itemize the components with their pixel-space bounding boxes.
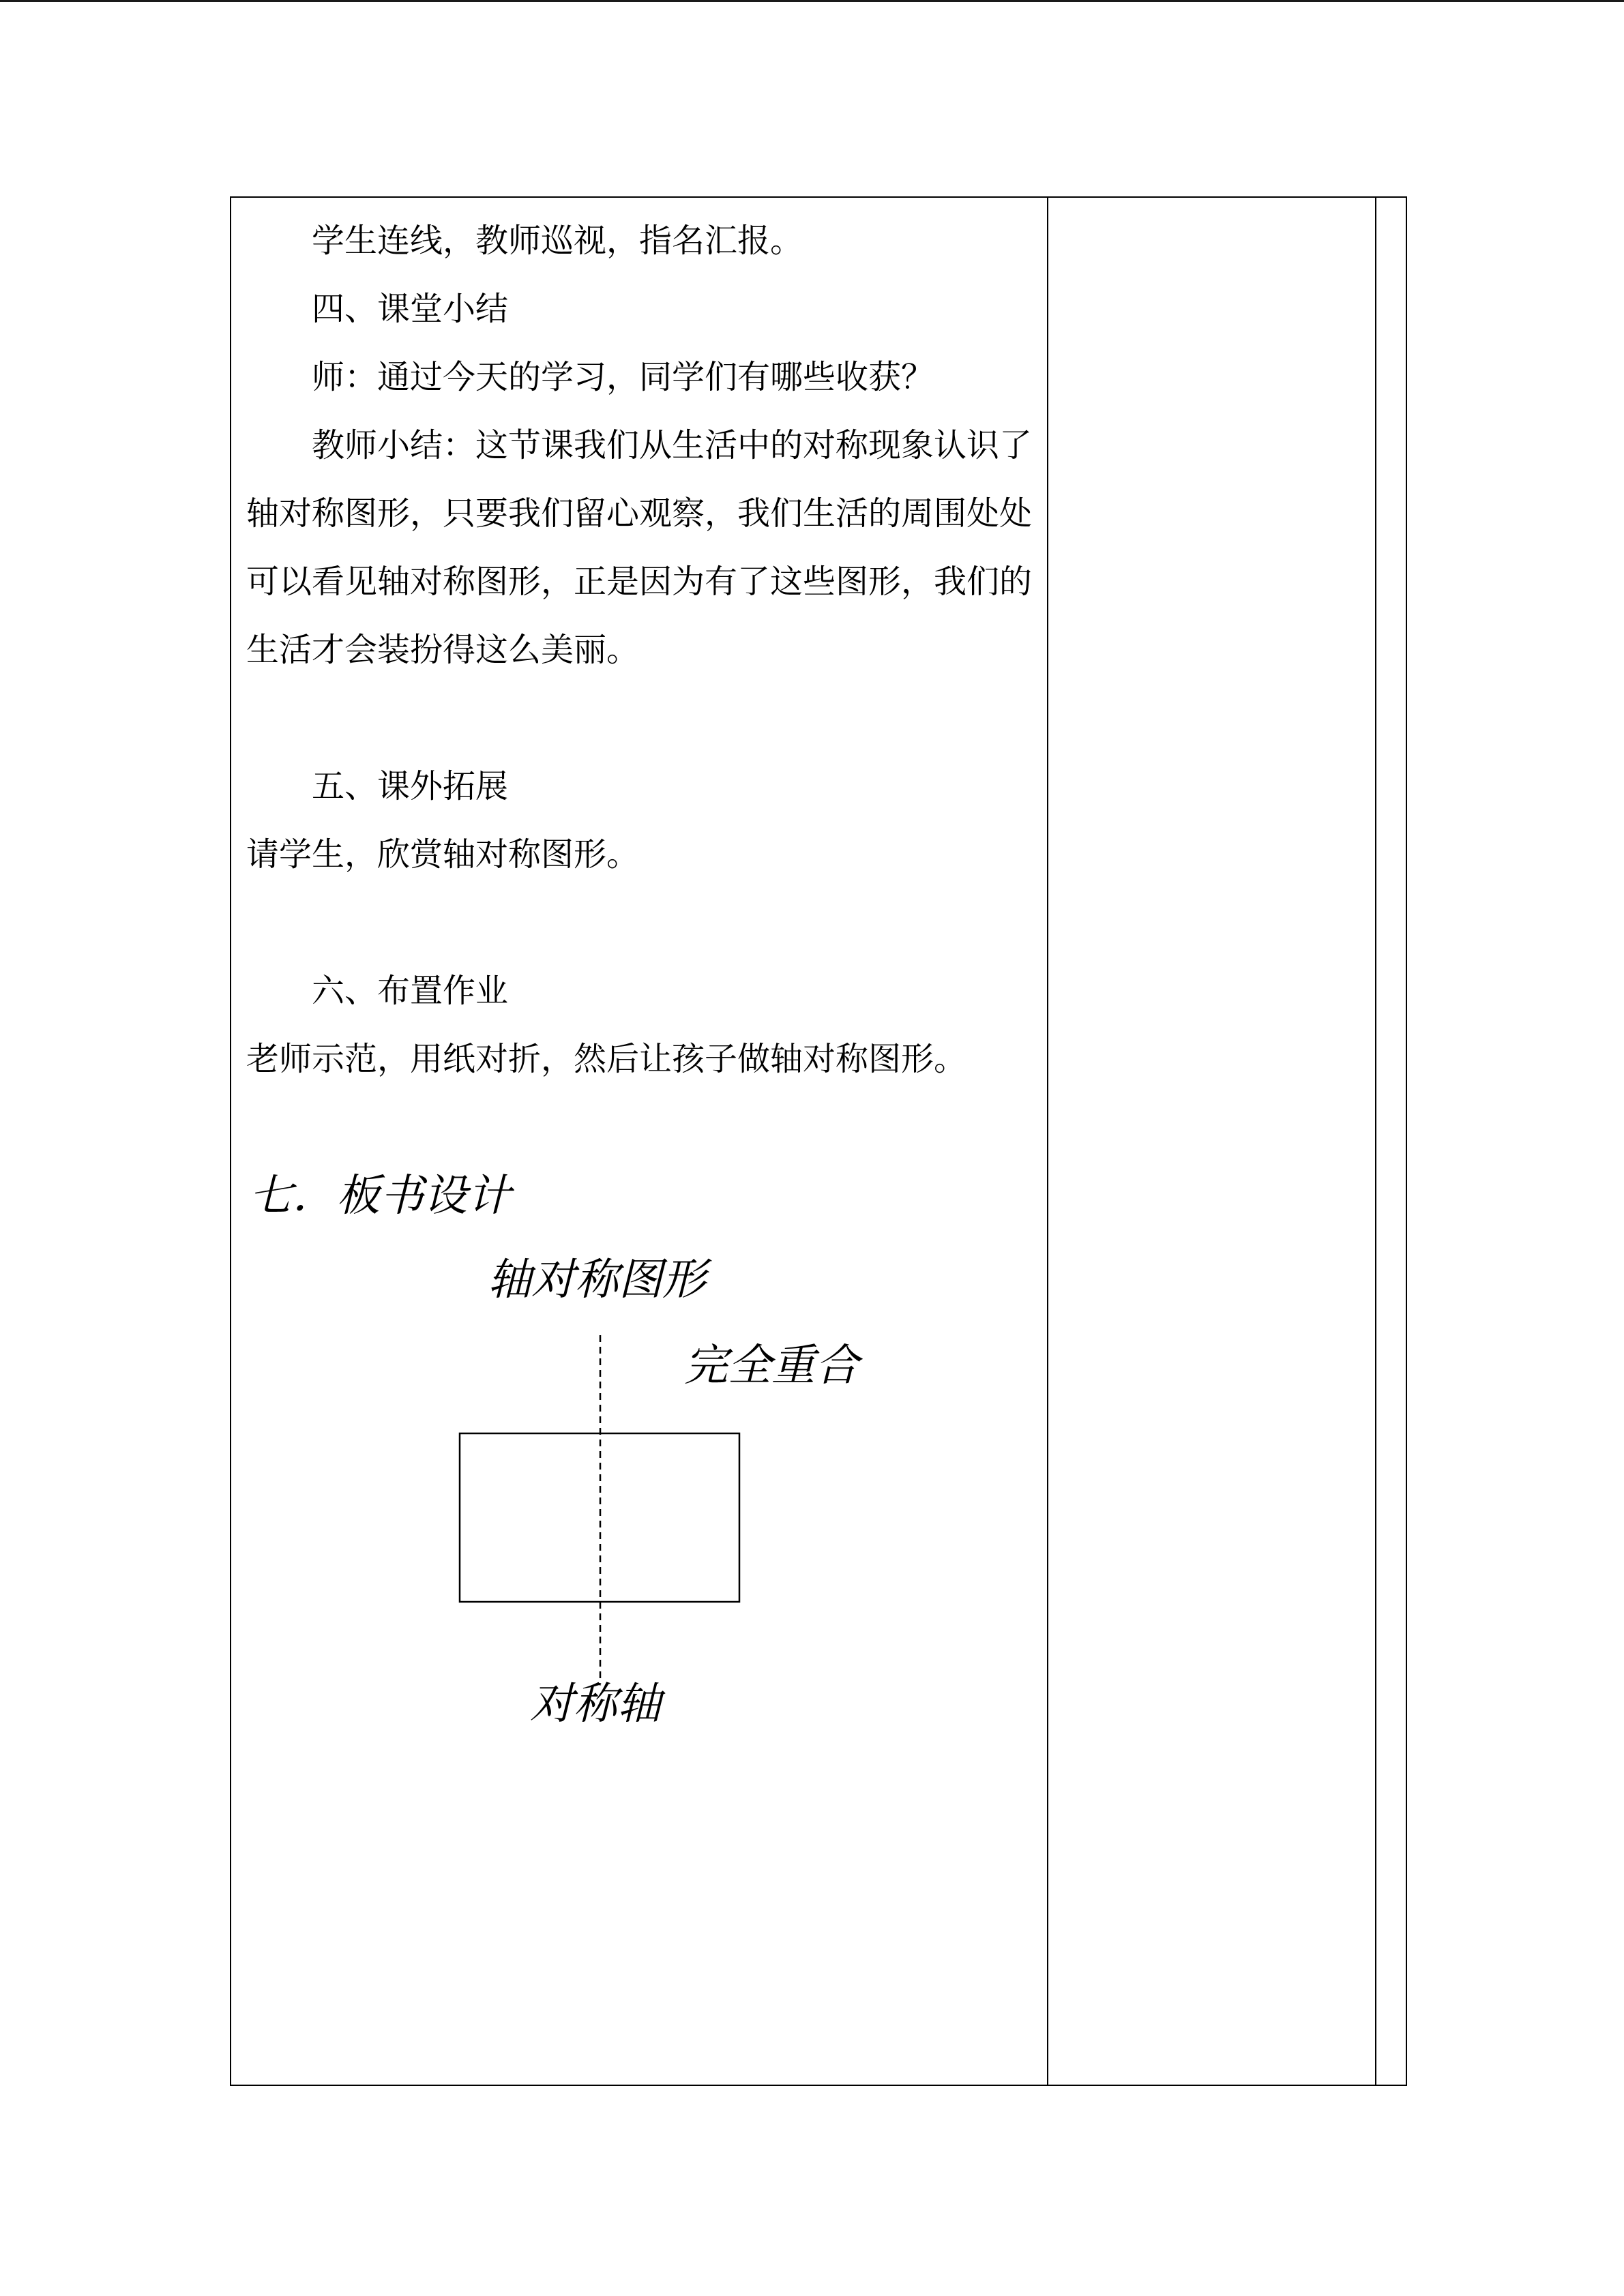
- board-design-title: 轴对称图形: [488, 1255, 706, 1304]
- column-divider-margin: [1375, 198, 1376, 2085]
- teacher-conclusion-line: 可以看见轴对称图形，正是因为有了这些图形，我们的: [246, 564, 1033, 600]
- board-design-heading: 七．板书设计: [249, 1172, 511, 1220]
- extension-text: 请学生，欣赏轴对称图形。: [246, 837, 640, 873]
- symmetry-axis-label: 对称轴: [530, 1680, 661, 1728]
- teaching-process-cell: [246, 207, 1037, 1094]
- page-top-edge: [0, 0, 1624, 2]
- teacher-conclusion-line: 轴对称图形，只要我们留心观察，我们生活的周围处处: [246, 496, 1033, 532]
- teacher-question: 师：通过今天的学习，同学们有哪些收获？: [312, 359, 934, 396]
- column-divider-notes: [1047, 198, 1048, 2085]
- teacher-conclusion-line: 生活才会装扮得这么美丽。: [246, 632, 640, 668]
- board-overlap-label: 完全重合: [684, 1341, 859, 1390]
- homework-heading: 六、布置作业: [312, 973, 509, 1009]
- teacher-conclusion-line: 教师小结：这节课我们从生活中的对称现象认识了: [312, 428, 1033, 464]
- homework-section: [246, 957, 1037, 1094]
- extension-heading: 五、课外拓展: [312, 769, 509, 805]
- practice-note: 学生连线，教师巡视，指名汇报。: [312, 223, 803, 259]
- homework-text: 老师示范，用纸对折，然后让孩子做轴对称图形。: [246, 1041, 967, 1077]
- extension-section: [246, 753, 1037, 889]
- summary-heading: 四、课堂小结: [312, 291, 509, 327]
